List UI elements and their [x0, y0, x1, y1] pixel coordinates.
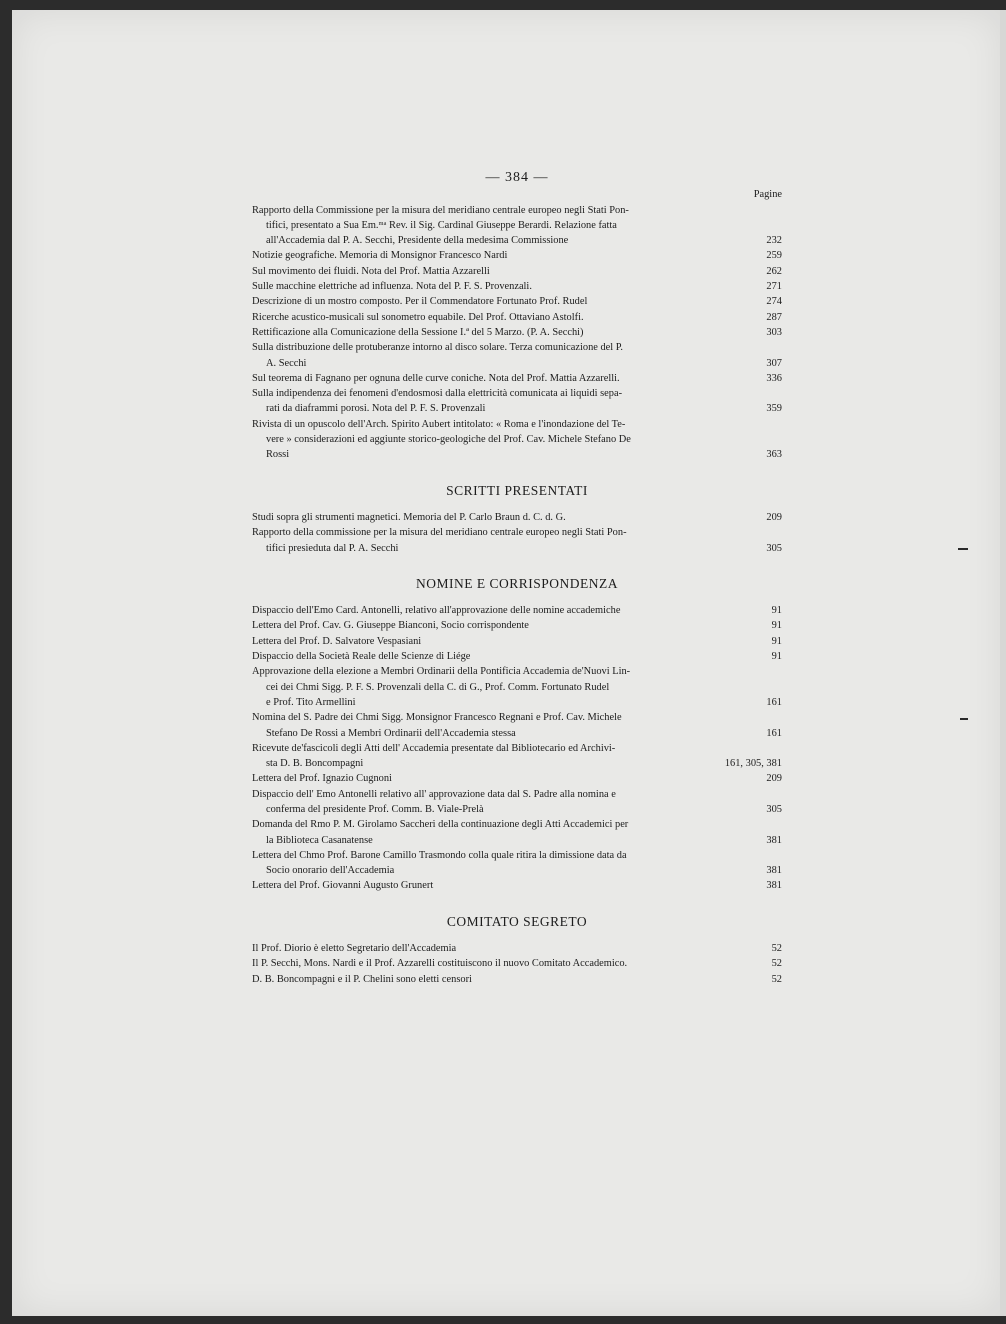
entry-page: 91 [771, 605, 782, 617]
index-content [252, 170, 782, 987]
entry-line: Sulle macchine elettriche ad influenza. Nota del P. F. S. Provenzali. [252, 281, 532, 293]
index-entry [252, 248, 782, 263]
index-entry [252, 264, 782, 279]
entry-text [252, 525, 756, 556]
entry-text [252, 741, 721, 772]
entry-line: la Biblioteca Casanatense [266, 834, 373, 846]
entry-line: Sul teorema di Fagnano per ognuna delle curve coniche. Nota del Prof. Mattia Azzarelli. [252, 372, 620, 384]
entry-page: 262 [766, 265, 782, 277]
entry-page: 161, 305, 381 [724, 758, 782, 770]
entry-line: Dispaccio della Società Reale delle Scienze di Liége [252, 651, 471, 663]
index-entry [252, 741, 782, 772]
entry-page: 381 [766, 865, 782, 877]
entry-line: Lettera del Prof. Giovanni Augusto Grunert [252, 880, 434, 892]
page-number: — 384 — [485, 170, 549, 185]
heading-comitato-segreto: COMITATO SEGRETO [446, 913, 588, 929]
entry-page: 161 [766, 696, 782, 708]
entry-line: Lettera del Prof. Ignazio Cugnoni [252, 773, 392, 785]
entry-text [252, 386, 756, 417]
section-nomine-corrispondenza [252, 603, 782, 894]
entry-text [252, 710, 756, 741]
entry-page: 209 [766, 511, 782, 523]
scanned-page [12, 10, 1002, 1316]
entry-line: Stefano De Rossi a Membri Ordinarii dell'Accademia stessa [266, 727, 516, 739]
entry-text [252, 618, 756, 633]
index-entry [252, 603, 782, 618]
index-entry [252, 956, 782, 971]
entry-text [252, 956, 756, 971]
entry-text [252, 664, 756, 710]
entry-page: 363 [766, 449, 782, 461]
heading-nomine-corrispondenza: NOMINE E CORRISPONDENZA [415, 575, 618, 591]
entry-text [252, 248, 756, 263]
index-entry [252, 386, 782, 417]
entry-line: all'Accademia dal P. A. Secchi, Presidente della medesima Commissione [266, 235, 569, 247]
page-edge [1000, 10, 1006, 1316]
entry-line: Rivista di un opuscolo dell'Arch. Spirito Aubert intitolato: « Roma e l'inondazione del Te- [252, 418, 626, 430]
entry-page: 161 [766, 727, 782, 739]
margin-mark [958, 548, 968, 550]
entry-text [252, 310, 756, 325]
entry-text [252, 371, 756, 386]
entry-line: Lettera del Prof. D. Salvatore Vespasiani [252, 635, 422, 647]
entry-page: 336 [766, 372, 782, 384]
entry-text [252, 603, 756, 618]
index-entry [252, 371, 782, 386]
entry-text [252, 510, 756, 525]
index-entry [252, 417, 782, 463]
entry-line: Ricevute de'fascicoli degli Atti dell' Accademia presentate dal Bibliotecario ed Archivi- [252, 742, 616, 754]
entry-line: Il P. Secchi, Mons. Nardi e il Prof. Azzarelli costituiscono il nuovo Comitato Accademico. [252, 958, 628, 970]
entry-line: Rettificazione alla Comunicazione della Sessione I.ª del 5 Marzo. (P. A. Secchi) [252, 326, 584, 338]
entry-page: 91 [771, 635, 782, 647]
entry-line: Studi sopra gli strumenti magnetici. Memoria del P. Carlo Braun d. C. d. G. [252, 511, 566, 523]
entry-line: Domanda del Rmo P. M. Girolamo Saccheri della continuazione degli Atti Accademici per [252, 819, 629, 831]
entry-line: conferma del presidente Prof. Comm. B. Viale-Prelà [266, 803, 484, 815]
index-entry [252, 878, 782, 893]
index-entry [252, 649, 782, 664]
entry-text [252, 417, 756, 463]
entry-text [252, 634, 756, 649]
entry-line: Rapporto della commissione per la misura del meridiano centrale europeo negli Stati Pon- [252, 527, 627, 539]
entry-page: 305 [766, 803, 782, 815]
entry-line: Sulla indipendenza dei fenomeni d'endosmosi dalla elettricità comunicata ai liquidi sepa- [252, 388, 623, 400]
entry-line: Ricerche acustico-musicali sul sonometro equabile. Del Prof. Ottaviano Astolfi. [252, 311, 584, 323]
entry-page: 359 [766, 403, 782, 415]
entry-page: 232 [766, 235, 782, 247]
index-entry [252, 618, 782, 633]
entry-line: D. B. Boncompagni e il P. Chelini sono eletti censori [252, 973, 472, 985]
entry-page: 209 [766, 773, 782, 785]
entry-line: Sul movimento dei fluidi. Nota del Prof. Mattia Azzarelli [252, 265, 490, 277]
entry-line: Dispaccio dell' Emo Antonelli relativo all' approvazione data dal S. Padre alla nomina e [252, 788, 616, 800]
entry-line: tifici presieduta dal P. A. Secchi [266, 542, 399, 554]
entry-text [252, 771, 756, 786]
entry-text [252, 294, 756, 309]
entry-text [252, 279, 756, 294]
entry-text [252, 649, 756, 664]
entry-line: Lettera del Prof. Cav. G. Giuseppe Bianconi, Socio corrispondente [252, 620, 529, 632]
entry-line: Socio onorario dell'Accademia [266, 865, 395, 877]
index-entry [252, 848, 782, 879]
entry-page: 91 [771, 651, 782, 663]
margin-mark [960, 718, 968, 720]
section-comitato-segreto [252, 941, 782, 987]
index-entry [252, 941, 782, 956]
index-entry [252, 972, 782, 987]
index-entry [252, 294, 782, 309]
entry-line: sta D. B. Boncompagni [266, 758, 364, 770]
section-memorie [252, 203, 782, 463]
entry-page: 52 [771, 958, 782, 970]
entry-line: Rapporto della Commissione per la misura del meridiano centrale europeo negli Stati Pon- [252, 204, 629, 216]
entry-page: 287 [766, 311, 782, 323]
entry-page: 307 [766, 357, 782, 369]
index-entry [252, 325, 782, 340]
entry-line: Il Prof. Diorio è eletto Segretario dell'Accademia [252, 943, 457, 955]
index-entry [252, 525, 782, 556]
index-entry [252, 340, 782, 371]
entry-line: Approvazione della elezione a Membri Ordinarii della Pontificia Accademia de'Nuovi Lin- [252, 666, 631, 678]
entry-text [252, 941, 756, 956]
entry-page: 305 [766, 542, 782, 554]
entry-page: 274 [766, 296, 782, 308]
index-entry [252, 771, 782, 786]
entry-line: Nomina del S. Padre dei Chmi Sigg. Monsignor Francesco Regnani e Prof. Cav. Michele [252, 712, 622, 724]
entry-text [252, 203, 756, 249]
entry-page: 259 [766, 250, 782, 262]
entry-line: cei dei Chmi Sigg. P. F. S. Provenzali della C. di G., Prof. Comm. Fortunato Rudel [266, 681, 610, 693]
entry-line: Notizie geografiche. Memoria di Monsignor Francesco Nardi [252, 250, 508, 262]
index-entry [252, 787, 782, 818]
entry-line: Lettera del Chmo Prof. Barone Camillo Trasmondo colla quale ritira la dimissione data da [252, 849, 627, 861]
entry-line: A. Secchi [266, 357, 307, 369]
entry-text [252, 848, 756, 879]
index-entry [252, 203, 782, 249]
entry-text [252, 878, 756, 893]
entry-line: vere » considerazioni ed aggiunte storico-geologiche del Prof. Cav. Michele Stefano De [266, 434, 631, 446]
index-entry [252, 634, 782, 649]
entry-line: e Prof. Tito Armellini [266, 696, 356, 708]
entry-page: 271 [766, 281, 782, 293]
pagine-label: Pagine [753, 189, 782, 201]
index-entry [252, 664, 782, 710]
entry-line: rati da diaframmi porosi. Nota del P. F. S. Provenzali [266, 403, 486, 415]
entry-page: 381 [766, 834, 782, 846]
entry-page: 52 [771, 943, 782, 955]
entry-page: 303 [766, 326, 782, 338]
entry-text [252, 787, 756, 818]
entry-text [252, 325, 756, 340]
entry-page: 381 [766, 880, 782, 892]
index-entry [252, 817, 782, 848]
entry-text [252, 972, 756, 987]
index-entry [252, 510, 782, 525]
entry-line: Descrizione di un mostro composto. Per il Commendatore Fortunato Prof. Rudel [252, 296, 588, 308]
entry-line: Rossi [266, 449, 290, 461]
index-entry [252, 279, 782, 294]
heading-scritti-presentati: SCRITTI PRESENTATI [446, 482, 588, 498]
entry-text [252, 817, 756, 848]
entry-line: tifici, presentato a Sua Em.ᵐᵃ Rev. il Sig. Cardinal Giuseppe Berardi. Relazione fatta [266, 219, 617, 231]
entry-text [252, 264, 756, 279]
entry-page: 91 [771, 620, 782, 632]
section-scritti-presentati [252, 510, 782, 556]
entry-line: Dispaccio dell'Emo Card. Antonelli, relativo all'approvazione delle nomine accademiche [252, 605, 621, 617]
entry-page: 52 [771, 973, 782, 985]
entry-text [252, 340, 756, 371]
index-entry [252, 310, 782, 325]
index-entry [252, 710, 782, 741]
entry-line: Sulla distribuzione delle protuberanze intorno al disco solare. Terza comunicazione del P. [252, 342, 624, 354]
